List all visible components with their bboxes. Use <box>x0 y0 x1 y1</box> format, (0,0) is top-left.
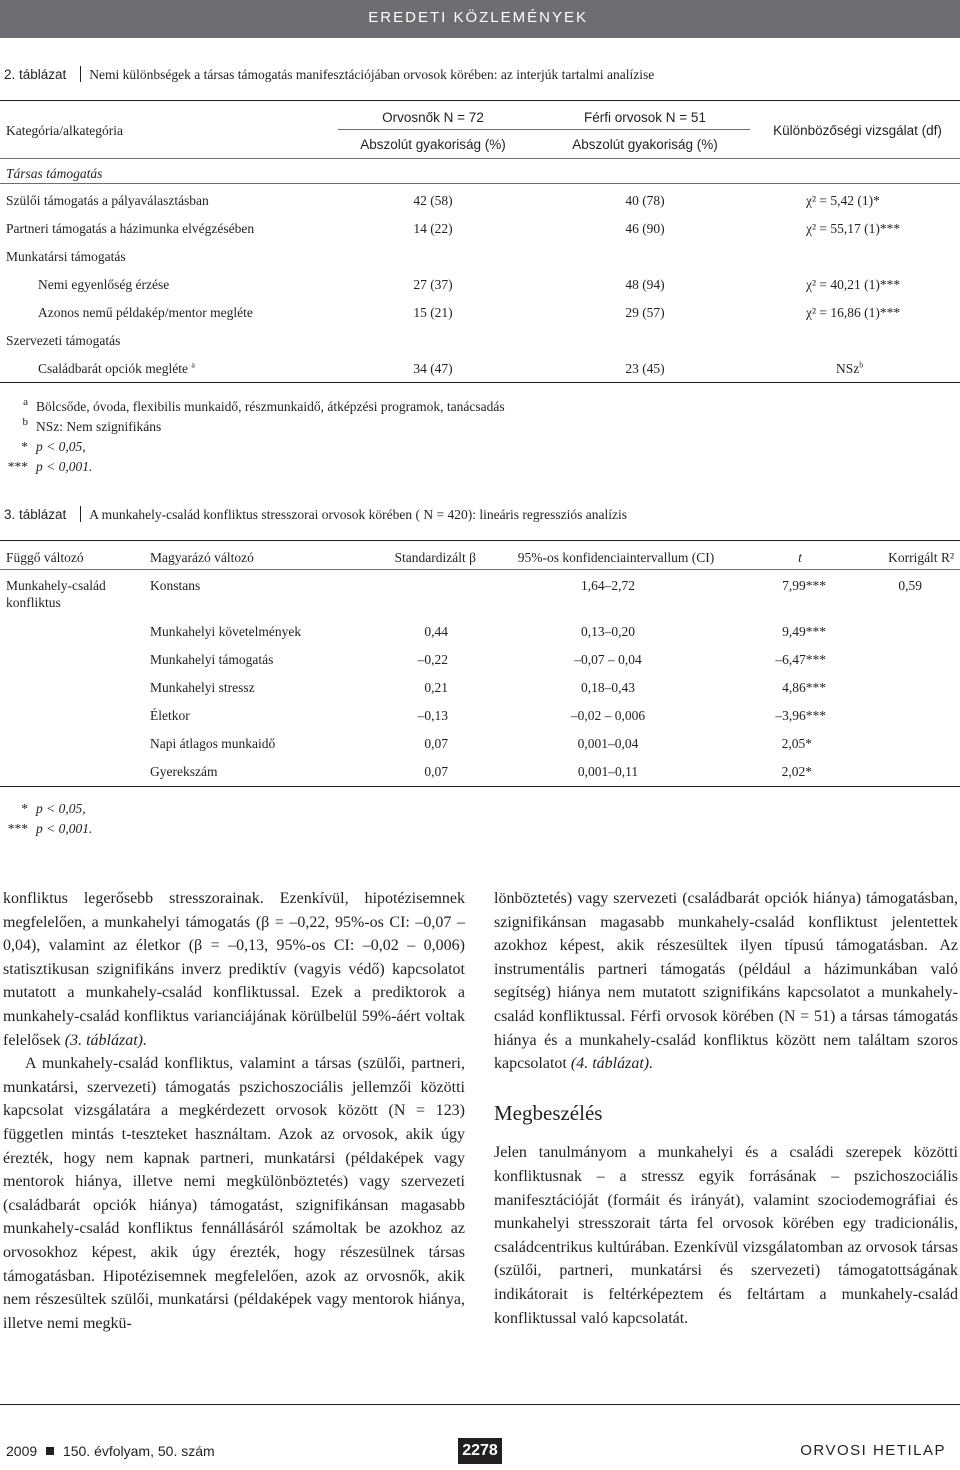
table2-row-test: χ² = 16,86 (1)*** <box>806 305 901 320</box>
table3-col-dependent: Függő változó <box>6 550 84 565</box>
table2-row-women: 14 (22) <box>413 221 453 236</box>
section-title: EREDETI KÖZLEMÉNYEK <box>368 9 588 26</box>
paragraph: Jelen tanulmányom a munkahelyi és a családi szerepek közötti konfliktusnak – a stressz egyik forrásának – pszichoszociális manifesztációját (formáit és irányát), valamint szociodemográfiai és munkahelyi stresszorait tárta fel orvosok körében egy tradicionális, családcentrikus kultúrában. Ezenkívül vizsgálatomban az orvosok társas (szülői, partneri, munkatársi és szervezeti) támogatottságának indikátorait is feltérképeztem és feltártam a munkahely-család konfliktussal való kapcsolatát. <box>494 1144 958 1327</box>
note-text: p < 0,001. <box>36 459 93 474</box>
table2-col-abs-women: Abszolút gyakoriság (%) <box>360 137 506 152</box>
caption-separator <box>80 66 81 82</box>
table3-row-t: 9,49*** <box>782 624 826 639</box>
table3-bottom-rule <box>0 786 960 787</box>
table2-row-women: 27 (37) <box>413 277 453 292</box>
table2-row-men: 48 (94) <box>625 277 665 292</box>
table3-dependent-var: Munkahely-család konfliktus <box>6 578 106 610</box>
table2-row-women: 34 (47) <box>413 361 453 376</box>
note-text: NSz: Nem szignifikáns <box>36 419 162 434</box>
table2-row-women: 42 (58) <box>413 193 453 208</box>
table2-row-label: Családbarát opciók megléte $^a$ <box>38 360 195 376</box>
note-mark: *** <box>7 821 28 836</box>
table2-header-rule <box>0 158 960 159</box>
table2-top-rule <box>0 100 960 101</box>
table3-caption <box>4 506 627 523</box>
table-reference: (3. táblázat). <box>64 1031 147 1049</box>
table3-row-beta: –0,22 <box>417 652 448 667</box>
table2-row-test: χ² = 40,21 (1)*** <box>806 277 901 292</box>
table2-row-label: Szülői támogatás a pályaválasztásban <box>6 193 209 208</box>
table3-row-ci: 1,64–2,72 <box>581 578 635 593</box>
table3-row-var: Gyerekszám <box>150 764 218 779</box>
table3-col-beta: Standardizált β <box>394 550 476 565</box>
table3-row-ci: 0,13–0,20 <box>581 624 635 639</box>
table3-row-var: Munkahelyi támogatás <box>150 652 274 667</box>
table3-header-rule <box>0 569 960 570</box>
footer-volume: 150. évfolyam, 50. szám <box>62 1443 215 1459</box>
table3-row-ci: 0,001–0,04 <box>577 736 639 751</box>
table2-col-test: Különbözőségi vizsgálat (df) <box>773 123 942 138</box>
table2-header-subrule <box>338 129 750 130</box>
table3-row-ci: –0,02 – 0,006 <box>570 708 646 723</box>
table3-row-t: 2,02* <box>781 764 812 779</box>
note-mark: a <box>23 396 28 408</box>
table3-row-beta: 0,07 <box>424 764 448 779</box>
table3-col-t: t <box>798 550 802 565</box>
table3-col-r2: Korrigált R² <box>888 550 954 565</box>
table3-row-t: 7,99*** <box>782 578 826 593</box>
table3-row-t: –6,47*** <box>775 652 826 667</box>
table2-row-men: 46 (90) <box>625 221 665 236</box>
table3-row-var: Napi átlagos munkaidő <box>150 736 276 751</box>
table2-row-test: χ² = 5,42 (1)* <box>806 193 880 208</box>
table3-row-beta: 0,44 <box>424 624 448 639</box>
page-number: 2278 <box>458 1438 502 1464</box>
table3-row-beta: 0,21 <box>424 680 448 695</box>
table2-bottom-rule <box>0 382 960 383</box>
table2-group-label: Munkatársi támogatás <box>6 249 126 264</box>
table2-col-women: Orvosnők N = 72 <box>382 110 484 125</box>
note-text: p < 0,05, <box>36 439 86 454</box>
table3-col-explanatory: Magyarázó változó <box>150 550 254 565</box>
note-text: p < 0,05, <box>36 801 86 816</box>
table2-section-rule <box>0 183 960 184</box>
body-left-column <box>3 887 465 1335</box>
footer-rule <box>0 1404 960 1405</box>
table3-row-var: Konstans <box>150 578 201 593</box>
table3-label: 3. táblázat <box>4 507 67 522</box>
table3-row-var: Munkahelyi stressz <box>150 680 255 695</box>
paragraph: konfliktus legerősebb stresszorainak. Ezenkívül, hipotézisemnek megfelelően, a munkahelyi támogatás (β = –0,22, 95%-os CI: –0,07 – 0,04), valamint az életkor (β = –0,13, 95%-os CI: –0,02 – 0,006) statisztikusan szignifikáns inverz prediktív (vagyis védő) kapcsolatot mutatott a munkahely-család konfliktussal. Ezek a prediktorok a munkahely-család konfliktus varianciájának körülbelül 59%-áért voltak felelősek (3. táblázat). <box>3 890 465 1049</box>
footnote-mark: a <box>191 360 195 370</box>
table3-row-t: 2,05* <box>781 736 812 751</box>
table3-row-ci: 0,18–0,43 <box>581 680 635 695</box>
table2-caption <box>4 66 654 83</box>
section-header-band <box>0 0 960 38</box>
table2-row-label: Azonos nemű példakép/mentor megléte <box>38 305 253 320</box>
footer-year: 2009 <box>6 1443 38 1459</box>
section-heading: Megbeszélés <box>494 1100 603 1125</box>
table2-section-label: Társas támogatás <box>6 166 103 181</box>
table3-row-var: Életkor <box>150 708 190 723</box>
table3-row-t: –3,96*** <box>775 708 826 723</box>
table2-row-test: NSz$^b$ <box>836 360 864 376</box>
table3-row-t: 4,86*** <box>782 680 826 695</box>
table3-col-ci: 95%-os konfidenciaintervallum (CI) <box>517 550 715 565</box>
table2-row-label: Nemi egyenlőség érzése <box>38 277 170 292</box>
table2-title: Nemi különbségek a társas támogatás manifesztációjában orvosok körében: az interjúk tartalmi analízise <box>89 67 655 82</box>
footer-issue <box>6 1443 215 1459</box>
table-reference: (4. táblázat). <box>570 1055 654 1073</box>
table2-row-test: χ² = 55,17 (1)*** <box>806 221 901 236</box>
note-text: Bölcsőde, óvoda, flexibilis munkaidő, részmunkaidő, átképzési programok, tanácsadás <box>36 399 505 414</box>
paragraph: lönböztetés) vagy szervezeti (családbarát opciók hiánya) támogatásban, szignifikánsan magasabb munkahely-család konfliktust jelentettek azokhoz képest, akik részesültek ilyen típusú támogatásban. Az instrumentális partneri támogatás (például a házimunkában való segítség) hiánya nem mutatott szignifikáns kapcsolatot a munkahely-család konfliktussal. Férfi orvosok körében (N = 51) a társas támogatás hiánya és a munkahely-család konfliktus között nem találtam szoros kapcsolatot (4. táblázat). <box>494 890 958 1073</box>
journal-name: ORVOSI HETILAP <box>800 1442 946 1459</box>
table2-col-category: Kategória/alkategória <box>6 123 123 138</box>
body-right-column <box>494 887 958 1330</box>
table2-group-label: Szervezeti támogatás <box>6 333 121 348</box>
note-mark: b <box>22 416 28 428</box>
table3-row-r2: 0,59 <box>898 578 922 593</box>
table2-row-label: Partneri támogatás a házimunka elvégzésében <box>6 221 255 236</box>
note-text: p < 0,001. <box>36 821 93 836</box>
table3-title: A munkahely-család konfliktus stresszorai orvosok körében ( N = 420): lineáris regressziós analízis <box>89 507 628 522</box>
note-mark: * <box>21 439 28 454</box>
table2-row-women: 15 (21) <box>413 305 453 320</box>
table2-col-abs-men: Abszolút gyakoriság (%) <box>572 137 718 152</box>
table3-row-ci: –0,07 – 0,04 <box>574 652 642 667</box>
table2-row-men: 23 (45) <box>625 361 665 376</box>
caption-separator <box>80 506 81 522</box>
footnote-mark: b <box>859 360 864 370</box>
paragraph: A munkahely-család konfliktus, valamint a társas (szülői, partneri, munkatársi, szervezeti) támogatás pszichoszociális jellemzői közötti kapcsolat vizsgálatára a megkérdezett orvosok között (N = 123) független mintás t-teszteket használtam. Azok az orvosok, akik úgy érezték, hogy nem kapnak partneri, munkatársi (példaképek vagy mentorok hiánya, illetve nemi megkülönböztetés) vagy szervezeti (családbarát opciók hiánya) támogatást, szignifikánsan magasabb munkahely-család konfliktus fennállásáról számoltak be azokhoz az orvosokhoz képest, akik úgy érezték, hogy részesülnek társas támogatásban. Hipotézisemnek megfelelően, azok az orvosnők, akik nem részesültek szülői, munkatársi (példaképek vagy mentorok hiánya, illetve nemi megkü- <box>3 1055 465 1332</box>
table3-row-beta: –0,13 <box>417 708 448 723</box>
table2-label: 2. táblázat <box>4 67 67 82</box>
note-mark: *** <box>7 459 28 474</box>
table3-top-rule <box>0 540 960 541</box>
square-bullet-icon <box>46 1447 54 1455</box>
table3-row-var: Munkahelyi követelmények <box>150 624 302 639</box>
table2-row-men: 29 (57) <box>625 305 665 320</box>
note-mark: * <box>21 801 28 816</box>
table3-row-beta: 0,07 <box>424 736 448 751</box>
table3-row-ci: 0,001–0,11 <box>577 764 639 779</box>
table2-row-men: 40 (78) <box>625 193 665 208</box>
table2-col-men: Férfi orvosok N = 51 <box>584 110 706 125</box>
